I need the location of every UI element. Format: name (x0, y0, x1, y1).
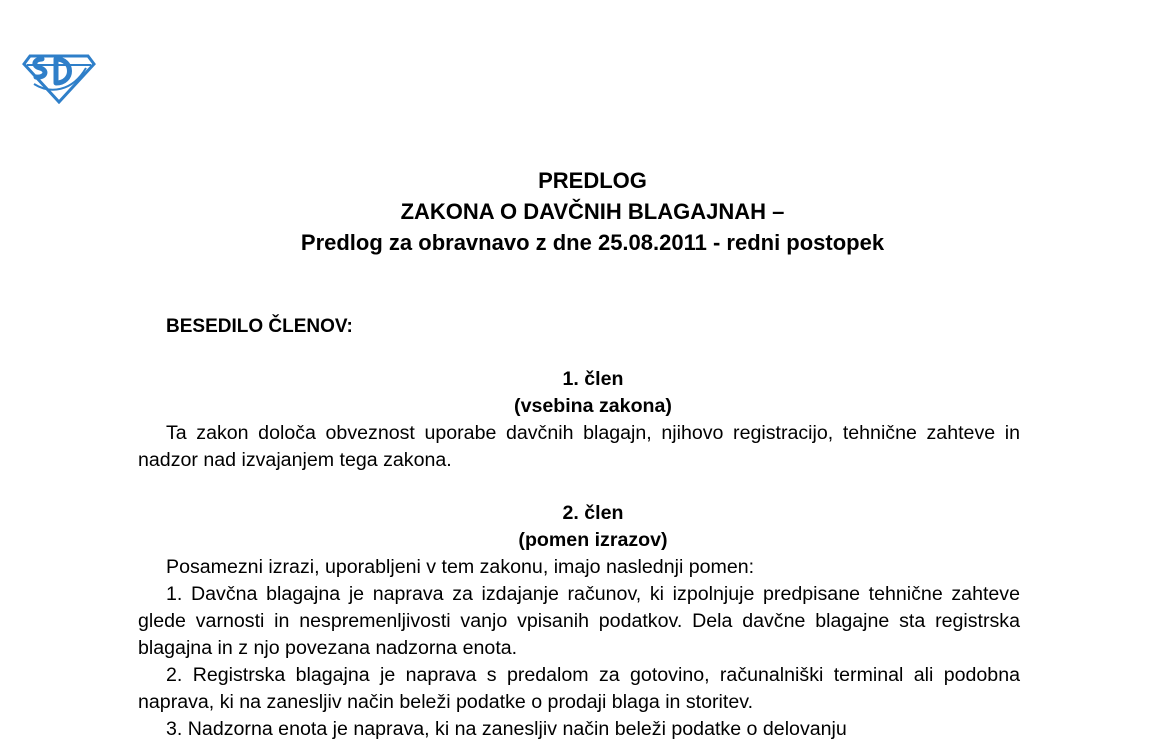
article (138, 500, 1020, 743)
document-title (0, 165, 1157, 258)
article-number: 2. člen (562, 502, 624, 524)
article-paragraph: Posamezni izrazi, uporabljeni v tem zakonu, imajo naslednji pomen: (166, 556, 755, 578)
article (138, 366, 1020, 474)
article-paragraph: 3. Nadzorna enota je naprava, ki na zanesljiv način beleži podatke o delovanju (166, 718, 847, 740)
title-line-3: Predlog za obravnavo z dne 25.08.2011 - redni postopek (300, 230, 885, 255)
article-paragraph: 1. Davčna blagajna je naprava za izdajanje računov, ki izpolnjuje predpisane tehnične zahteve glede varnosti in nespremenljivosti vanjo vpisanih podatkov. Dela davčne blagajne sta registrska blagajna in z njo povezana nadzorna enota. (138, 583, 1020, 659)
article-subject: (vsebina zakona) (514, 395, 672, 417)
article-number: 1. člen (562, 368, 624, 390)
title-line-2: ZAKONA O DAVČNIH BLAGAJNAH – (400, 199, 785, 224)
articles-body (138, 366, 1020, 743)
article-paragraph: 2. Registrska blagajna je naprava s predalom za gotovino, računalniški terminal ali podobna naprava, ki na zanesljiv način beleži podatke o prodaji blaga in storitev. (138, 664, 1020, 713)
article-paragraph: Ta zakon določa obveznost uporabe davčnih blagajn, njihovo registracijo, tehnične zahteve in nadzor nad izvajanjem tega zakona. (138, 422, 1020, 471)
article-subject: (pomen izrazov) (518, 529, 668, 551)
sd-shield-logo-icon (22, 50, 96, 104)
section-heading: BESEDILO ČLENOV: (166, 316, 353, 337)
title-line-1: PREDLOG (538, 168, 647, 193)
